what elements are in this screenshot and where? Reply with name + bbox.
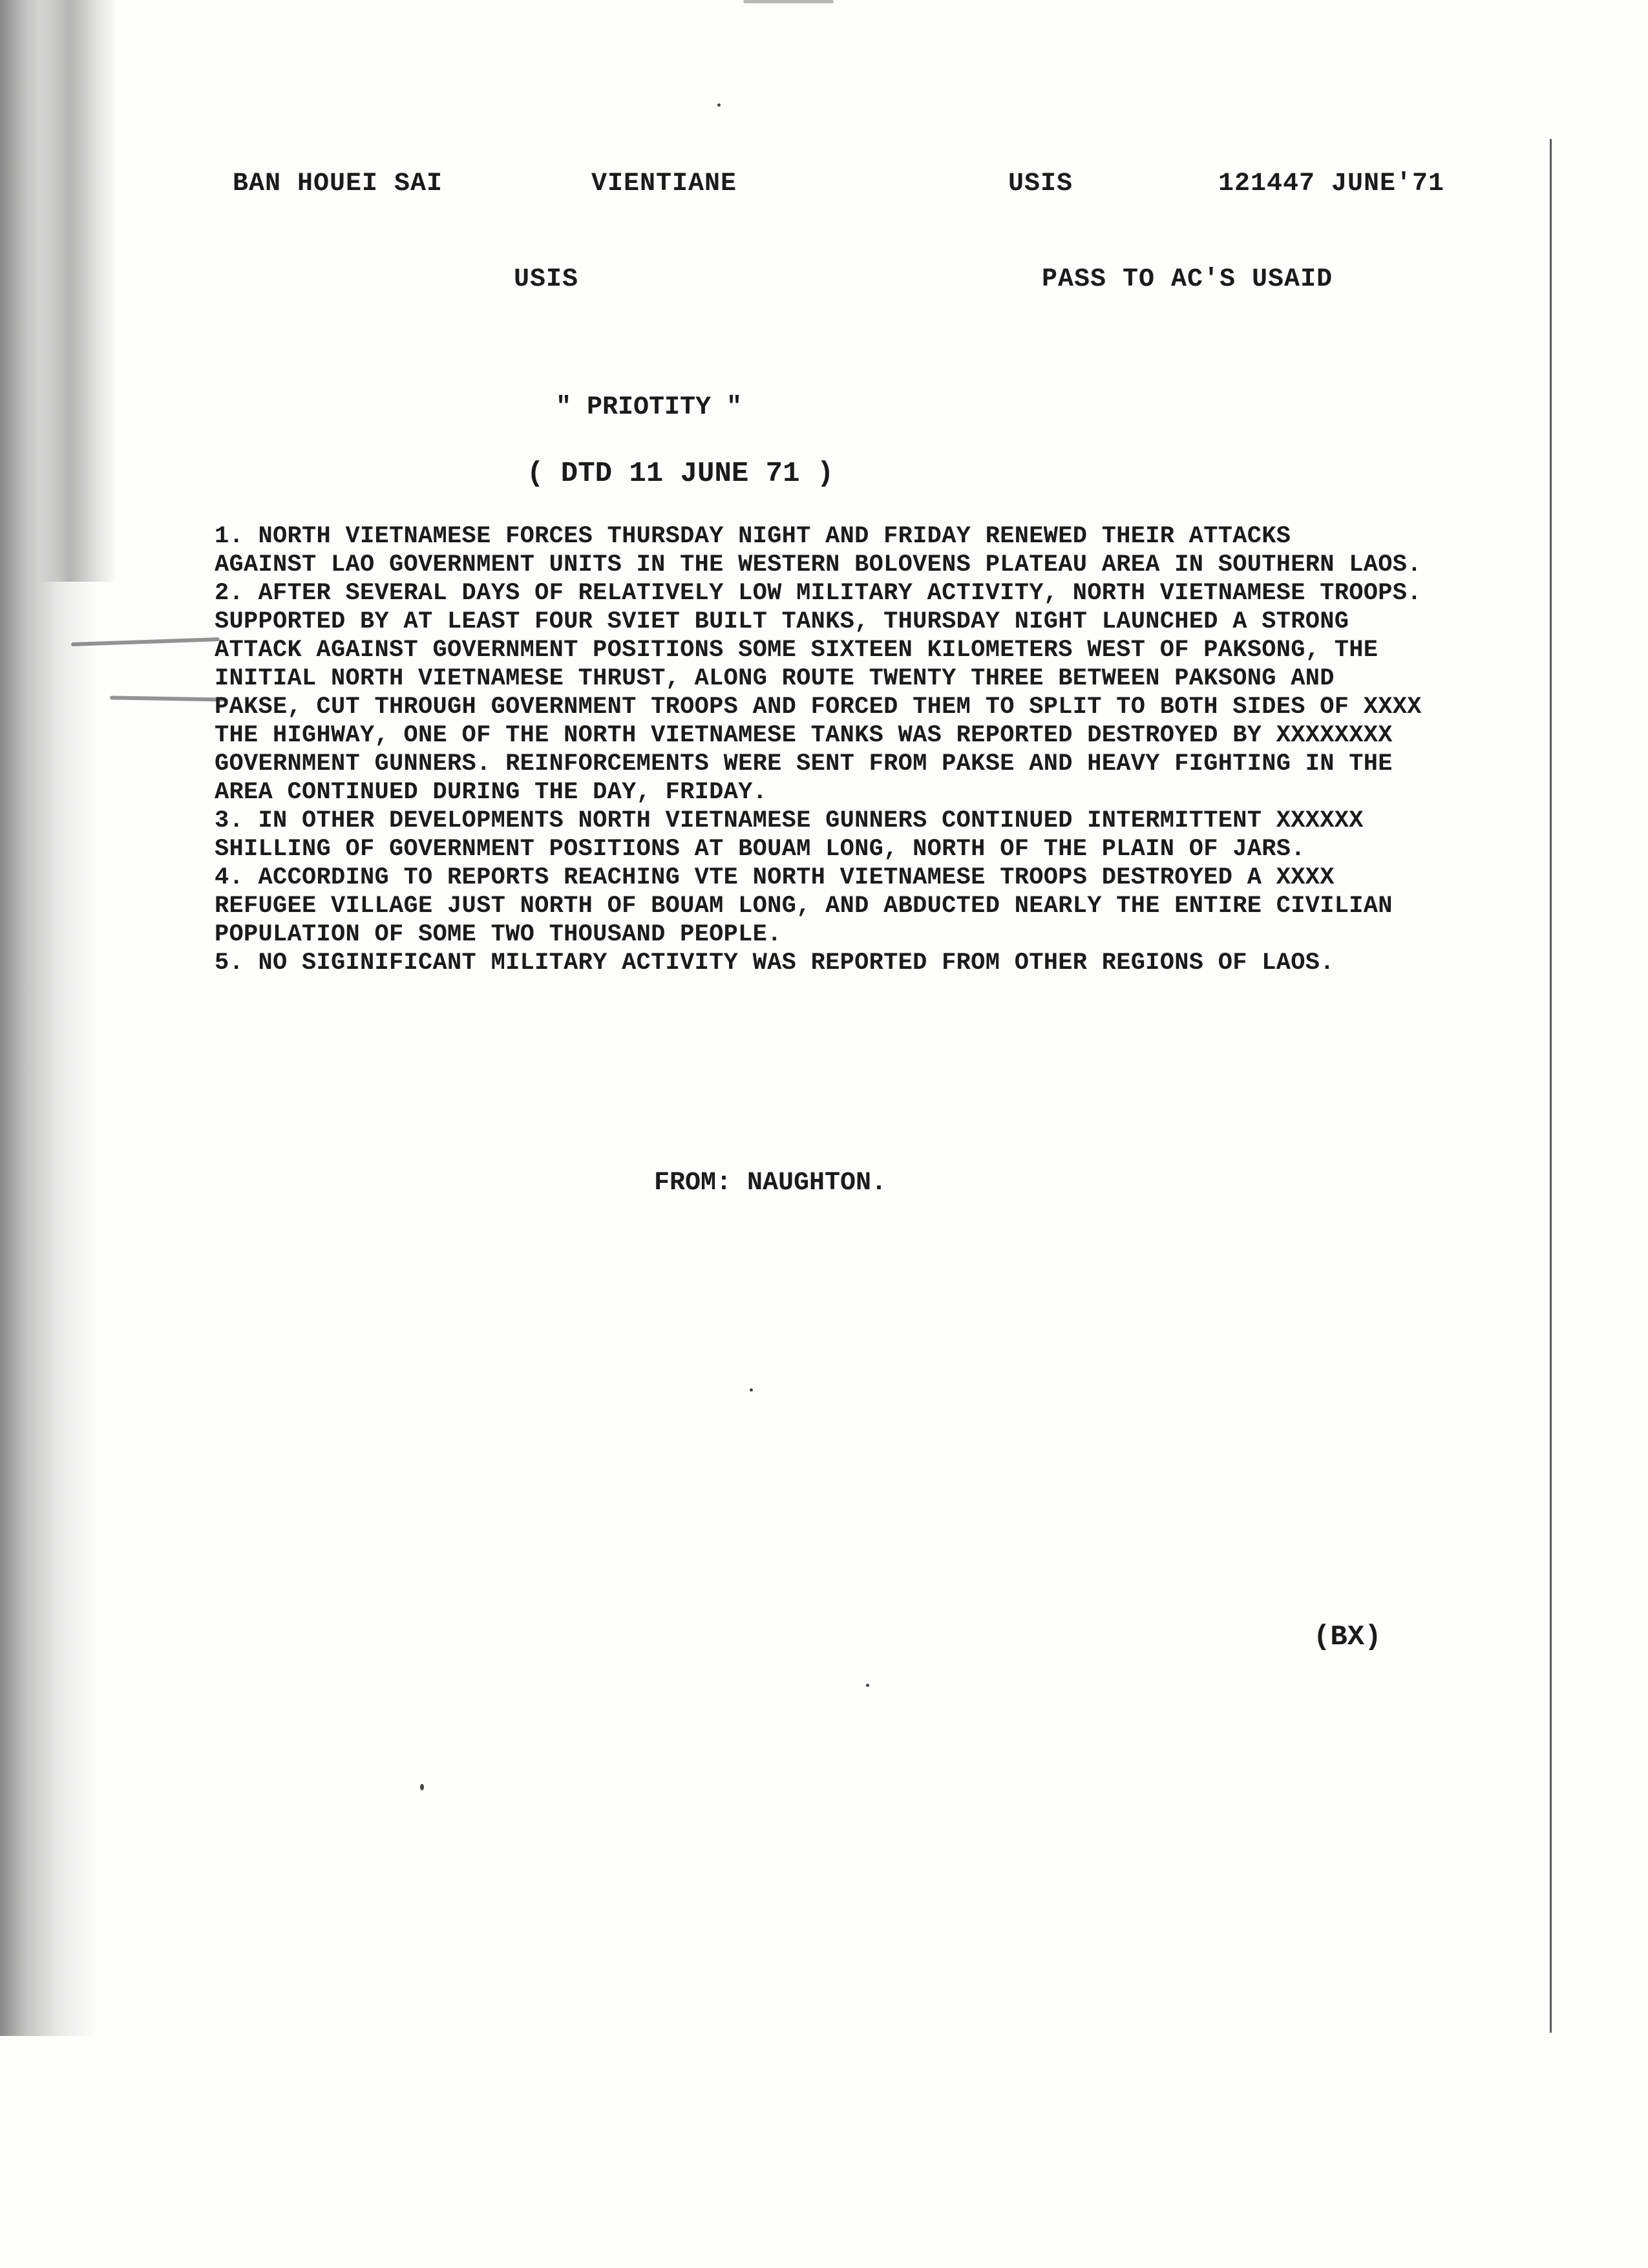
date-line: ( DTD 11 JUNE 71 ): [527, 458, 834, 490]
origin-station: BAN HOUEI SAI: [233, 169, 443, 198]
scan-shadow-fold: [39, 0, 116, 582]
routing-instruction: PASS TO AC'S USAID: [1042, 265, 1333, 294]
body-line: INITIAL NORTH VIETNAMESE THRUST, ALONG ROUTE TWENTY THREE BETWEEN PAKSONG AND: [215, 665, 1335, 692]
agency-code: USIS: [1008, 169, 1073, 198]
message-body: [215, 522, 1559, 977]
body-line: 3. IN OTHER DEVELOPMENTS NORTH VIETNAMESE GUNNERS CONTINUED INTERMITTENT XXXXXX: [215, 807, 1364, 834]
body-line: SUPPORTED BY AT LEAST FOUR SVIET BUILT TANKS, THURSDAY NIGHT LAUNCHED A STRONG: [215, 608, 1349, 635]
body-line: PAKSE, CUT THROUGH GOVERNMENT TROOPS AND FORCED THEM TO SPLIT TO BOTH SIDES OF XXXX: [215, 694, 1422, 721]
smudge-mark: [110, 695, 226, 701]
speck-mark: [866, 1684, 869, 1687]
body-line: THE HIGHWAY, ONE OF THE NORTH VIETNAMESE TANKS WAS REPORTED DESTROYED BY XXXXXXXX: [215, 722, 1393, 749]
body-line: POPULATION OF SOME TWO THOUSAND PEOPLE.: [215, 921, 782, 948]
speck-mark: [420, 1784, 424, 1790]
typist-initials: (BX): [1313, 1621, 1382, 1653]
body-line: REFUGEE VILLAGE JUST NORTH OF BOUAM LONG, AND ABDUCTED NEARLY THE ENTIRE CIVILIAN: [215, 893, 1393, 920]
body-line: 4. ACCORDING TO REPORTS REACHING VTE NORTH VIETNAMESE TROOPS DESTROYED A XXXX: [215, 864, 1335, 891]
destination-station: VIENTIANE: [591, 169, 737, 198]
body-line: AGAINST LAO GOVERNMENT UNITS IN THE WESTERN BOLOVENS PLATEAU AREA IN SOUTHERN LAOS.: [215, 551, 1422, 578]
body-line: AREA CONTINUED DURING THE DAY, FRIDAY.: [215, 779, 768, 806]
margin-rule: [1550, 139, 1552, 2033]
addressee: USIS: [514, 265, 579, 294]
body-line: GOVERNMENT GUNNERS. REINFORCEMENTS WERE SENT FROM PAKSE AND HEAVY FIGHTING IN THE: [215, 750, 1393, 778]
speck-mark: [717, 103, 721, 107]
precedence-marking: " PRIOTITY ": [556, 393, 743, 422]
body-line: 5. NO SIGINIFICANT MILITARY ACTIVITY WAS REPORTED FROM OTHER REGIONS OF LAOS.: [215, 949, 1335, 977]
speck-mark: [750, 1388, 753, 1392]
sender-signature: FROM: NAUGHTON.: [654, 1169, 887, 1198]
date-time-group: 121447 JUNE'71: [1218, 169, 1445, 198]
body-line: 1. NORTH VIETNAMESE FORCES THURSDAY NIGHT AND FRIDAY RENEWED THEIR ATTACKS: [215, 523, 1291, 550]
smudge-mark: [743, 0, 834, 3]
body-line: ATTACK AGAINST GOVERNMENT POSITIONS SOME SIXTEEN KILOMETERS WEST OF PAKSONG, THE: [215, 637, 1379, 664]
body-line: 2. AFTER SEVERAL DAYS OF RELATIVELY LOW MILITARY ACTIVITY, NORTH VIETNAMESE TROOPS.: [215, 580, 1422, 607]
body-line: SHILLING OF GOVERNMENT POSITIONS AT BOUAM LONG, NORTH OF THE PLAIN OF JARS.: [215, 836, 1305, 863]
